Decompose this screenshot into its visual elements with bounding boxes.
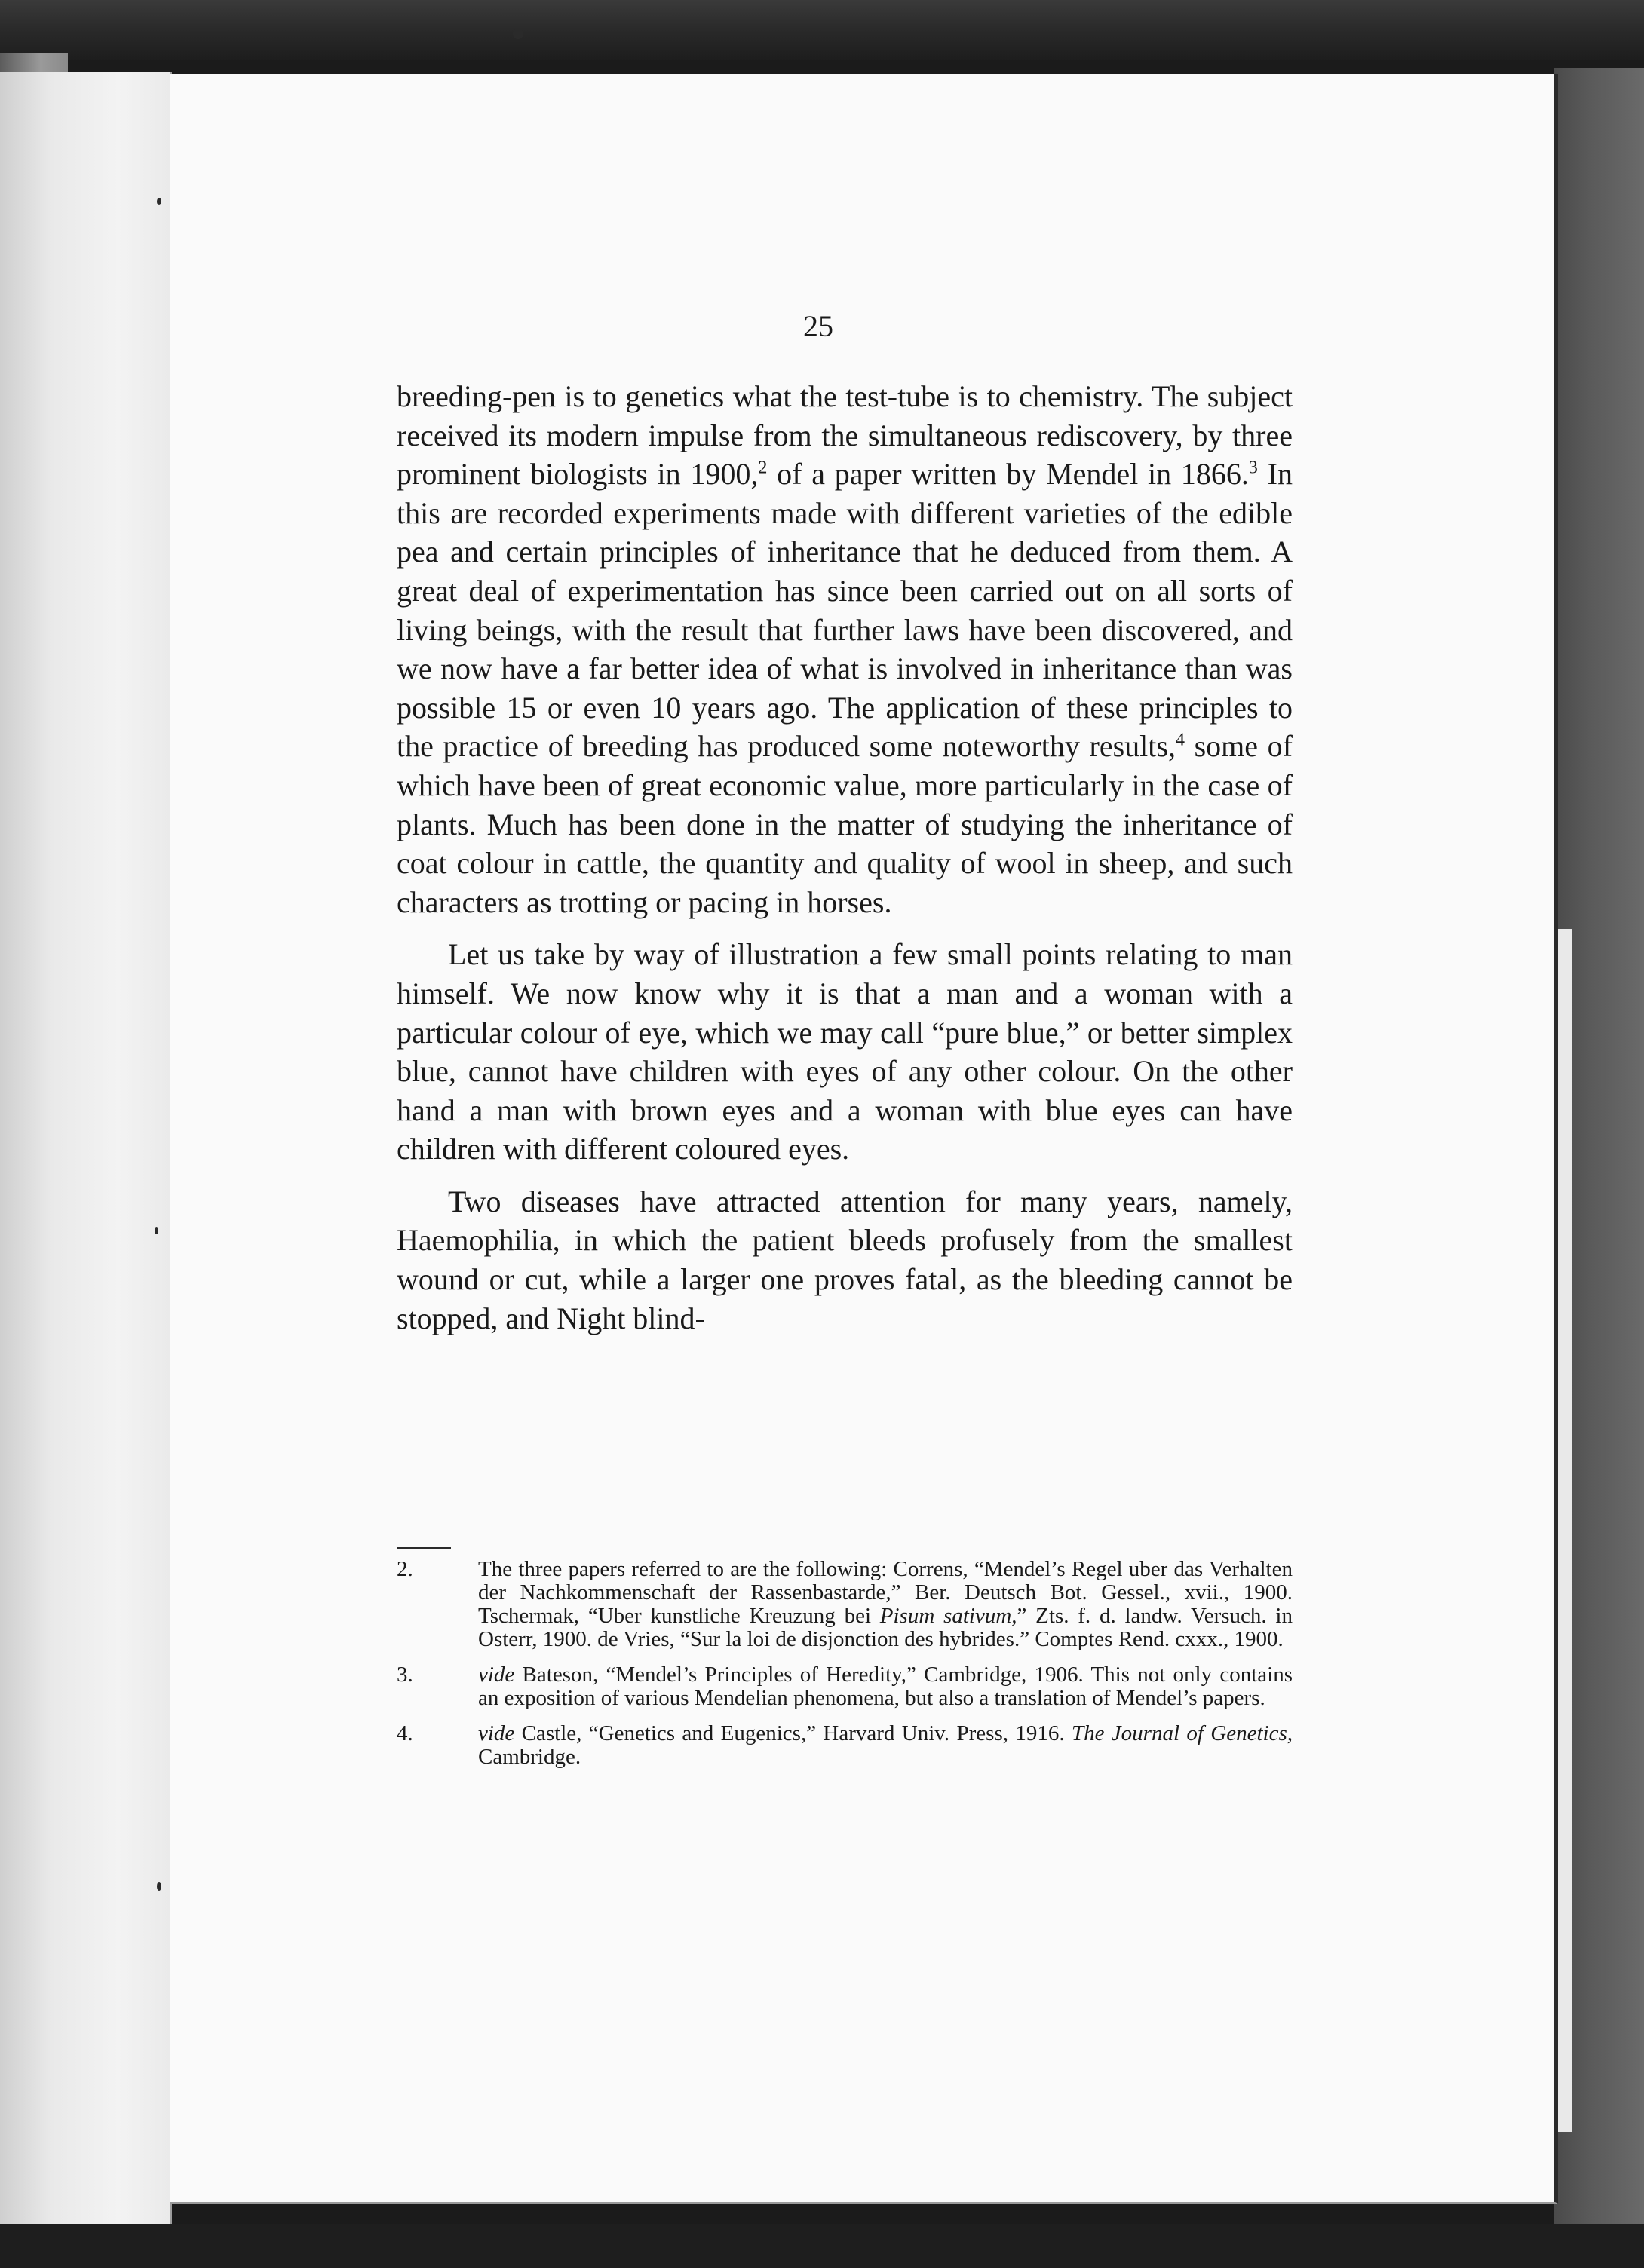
paragraph: Let us take by way of illustration a few small points relating to man himself. We now know why it is that a man and a woman with a particular colour of eye, which we may call “pure blue,” or better simplex blue, cannot have children with eyes of any other colour. On the other hand a man with brown eyes and a woman with blue eyes can have children with different coloured eyes. — [397, 937, 1293, 1166]
footnote-text: The three papers referred to are the following: Correns, “Mendel’s Regel uber das Verhalten der Nachkommenschaft der Rassenbastarde,” Ber. Deutsch Bot. Gessel., xvii., 1900. Tschermak, “Uber kunstliche Kreuzung bei — [478, 1557, 1293, 1628]
footnote-ref: 3 — [1248, 458, 1258, 478]
paragraph-text: breeding-pen is to genetics what the test-tube is to chemistry. The subject received its modern impulse from the simultaneous rediscovery, by three prominent biologists in 1900, — [397, 379, 1293, 492]
footnote — [397, 1722, 1293, 1769]
dust-speck — [513, 29, 523, 39]
paragraph: Two diseases have attracted attention for many years, namely, Haemophilia, in which the patient bleeds profusely from the smallest wound or cut, while a larger one proves fatal, as the bleeding cannot be stopped, and Night blind- — [397, 1184, 1293, 1335]
footnote-text: Cambridge. — [478, 1745, 581, 1769]
dust-speck — [155, 1227, 158, 1234]
footnote-text: Castle, “Genetics and Eugenics,” Harvard Univ. Press, 1916. — [514, 1721, 1072, 1745]
footnotes — [397, 1558, 1293, 1781]
paragraph-text: In this are recorded experiments made with different varieties of the edible pea and certain principles of inheritance that he deduced from them. A great deal of experimentation has since been carried out on all sorts of living beings, with the result that further laws have been discovered, and we now have a far better idea of what is involved in inheritance than was possible 15 or even 10 years ago. The application of these principles to the practice of breeding has produced some noteworthy results, — [397, 457, 1293, 764]
footnote-number: 2. — [397, 1557, 413, 1581]
footnote-italic-text: vide — [478, 1721, 515, 1745]
footnote — [397, 1663, 1293, 1710]
footnote-number: 3. — [397, 1663, 413, 1687]
dust-speck — [157, 1882, 161, 1891]
facing-page-edge — [0, 72, 172, 2224]
page-number: 25 — [803, 309, 833, 343]
right-page-tab — [1557, 929, 1572, 2132]
footnote-italic-text: vide — [478, 1663, 515, 1687]
footnote-text: Bateson, “Mendel’s Principles of Heredity,” Cambridge, 1906. This not only contains an exposition of various Mendelian phenomena, but also a translation of Mendel’s papers. — [478, 1663, 1293, 1710]
footnote-ref: 2 — [758, 458, 768, 478]
body-text — [397, 377, 1293, 1351]
footnote-italic-text: Pisum sativum, — [879, 1604, 1017, 1628]
footnote-rule — [397, 1547, 451, 1549]
footnote-number: 4. — [397, 1721, 413, 1745]
footnote-italic-text: The Journal of Genetics, — [1071, 1721, 1293, 1745]
footnote-text: ” Zts. f. d. landw. Versuch. in Osterr, 1900. de Vries, “Sur la loi de disjonction des hybrides.” Comptes Rend. cxxx., 1900. — [478, 1604, 1293, 1651]
paragraph-text: some of which have been of great economic value, more particularly in the case of plants. Much has been done in the matter of studying the inheritance of coat colour in cattle, the quantity and quality of wool in sheep, and such characters as trotting or pacing in horses. — [397, 729, 1293, 919]
paragraph — [397, 377, 1293, 921]
bottom-shadow — [0, 2224, 1644, 2268]
dust-speck — [157, 198, 161, 205]
footnote-ref: 4 — [1175, 731, 1185, 751]
paragraph-text: of a paper written by Mendel in 1866. — [767, 457, 1249, 492]
top-binding-shadow — [0, 0, 1644, 60]
footnote — [397, 1558, 1293, 1651]
